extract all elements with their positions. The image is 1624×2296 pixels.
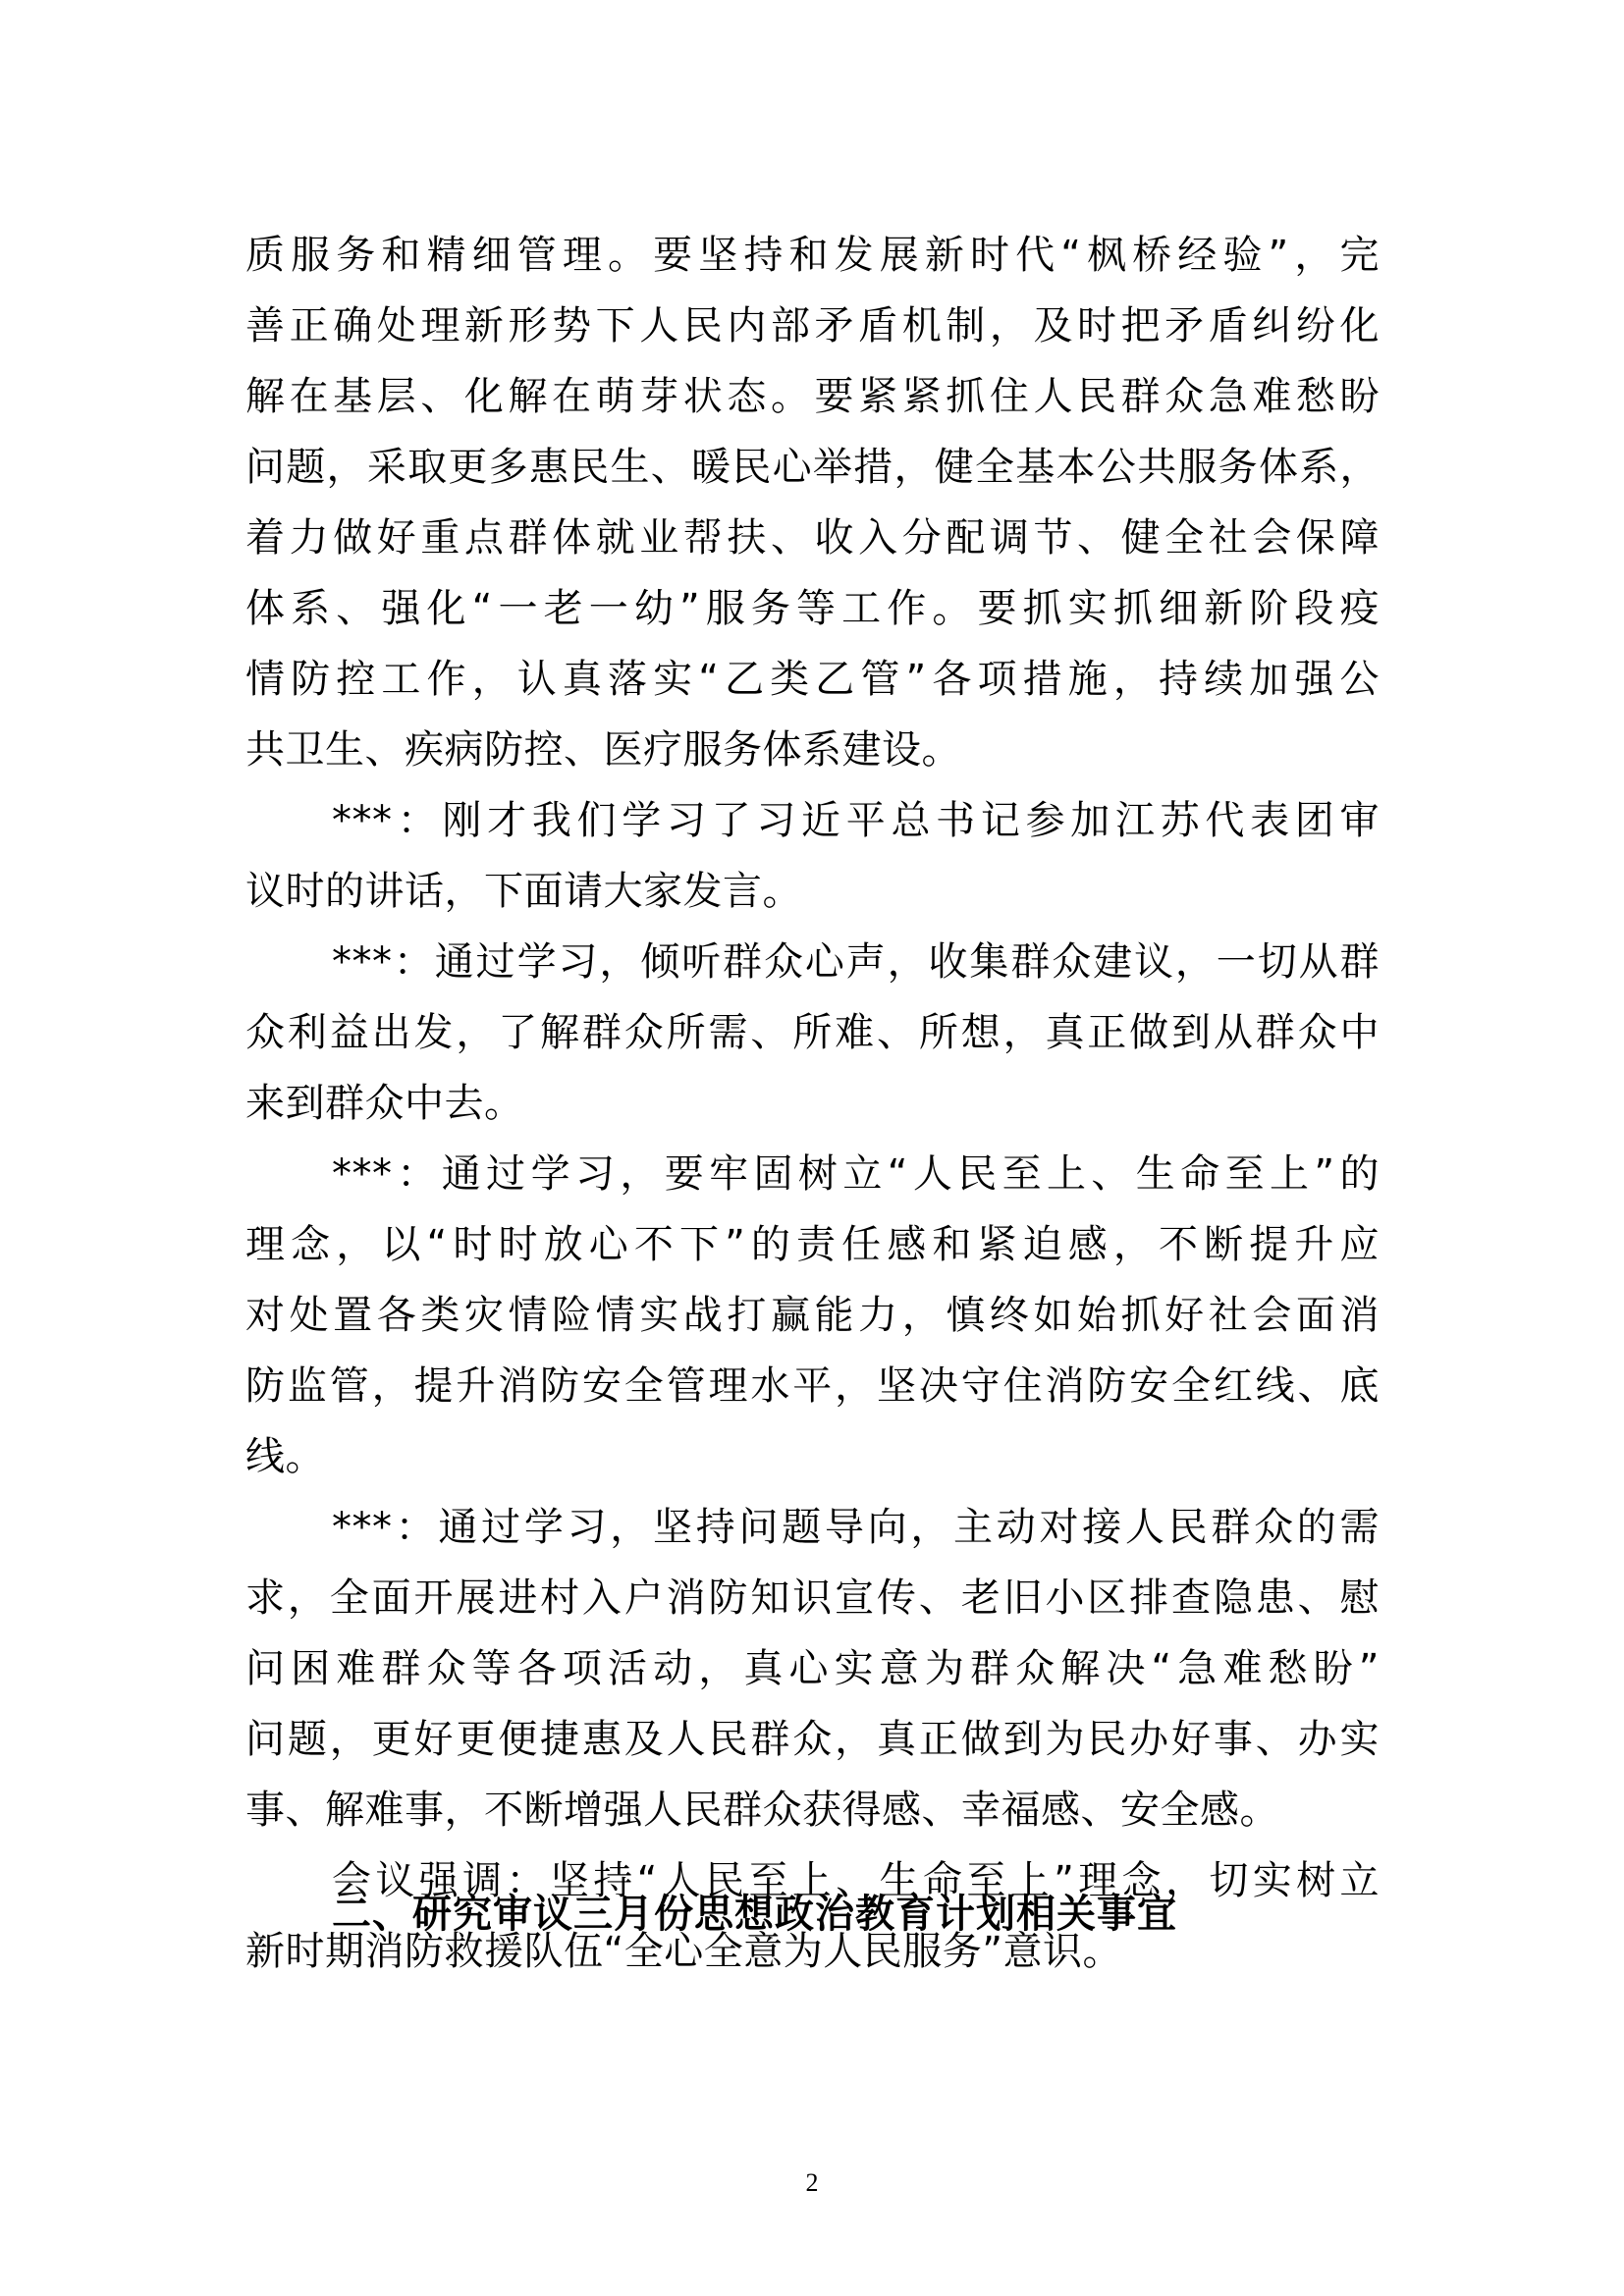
text-line: 对处置各类灾情险情实战打赢能力，慎终如始抓好社会面消: [245, 1293, 1380, 1338]
text-line: 问困难群众等各项活动，真心实意为群众解决“急难愁盼”: [245, 1646, 1380, 1691]
page-number: 2: [805, 2168, 819, 2197]
section-heading: 二、研究审议三月份思想政治教育计划相关事宜: [332, 1892, 1177, 1937]
paragraph-speaker-1: [245, 927, 1384, 1139]
text-line: 共卫生、疾病防控、医疗服务体系建设。: [245, 727, 961, 773]
text-line: 质服务和精细管理。要坚持和发展新时代“枫桥经验”，完: [245, 233, 1380, 278]
text-line: 议时的讲话，下面请大家发言。: [245, 869, 802, 914]
paragraph-speaker-2: [245, 1139, 1384, 1492]
text-line: 新时期消防救援队伍“全心全意为人民服务”意识。: [245, 1929, 1122, 1974]
text-line: 会议强调：坚持“人民至上、生命至上”理念，切实树立: [332, 1858, 1380, 1903]
text-line: 问题，更好更便捷惠及人民群众，真正做到为民办好事、办实: [245, 1717, 1380, 1762]
text-line: ***：通过学习，要牢固树立“人民至上、生命至上”的: [332, 1151, 1380, 1197]
body-text: [245, 220, 1384, 1987]
text-line: ***：通过学习，坚持问题导向，主动对接人民群众的需: [332, 1505, 1380, 1550]
text-line: 线。: [245, 1434, 325, 1479]
text-line: 求，全面开展进村入户消防知识宣传、老旧小区排查隐患、慰: [245, 1575, 1380, 1621]
text-line: 来到群众中去。: [245, 1081, 524, 1126]
paragraph-speaker-3: [245, 1492, 1384, 1845]
text-line: 防监管，提升消防安全管理水平，坚决守住消防安全红线、底: [245, 1363, 1380, 1409]
text-line: 众利益出发，了解群众所需、所难、所想，真正做到从群众中: [245, 1010, 1380, 1055]
text-line: 着力做好重点群体就业帮扶、收入分配调节、健全社会保障: [245, 515, 1380, 561]
text-line: 理念，以“时时放心不下”的责任感和紧迫感，不断提升应: [245, 1222, 1380, 1267]
text-line: 问题，采取更多惠民生、暖民心举措，健全基本公共服务体系，: [245, 445, 1380, 490]
text-line: 解在基层、化解在萌芽状态。要紧紧抓住人民群众急难愁盼: [245, 374, 1380, 419]
text-line: 善正确处理新形势下人民内部矛盾机制，及时把矛盾纠纷化: [245, 303, 1380, 348]
text-line: ***：通过学习，倾听群众心声，收集群众建议，一切从群: [332, 939, 1380, 985]
text-line: 体系、强化“一老一幼”服务等工作。要抓实抓细新阶段疫: [245, 586, 1380, 631]
text-line: ***：刚才我们学习了习近平总书记参加江苏代表团审: [332, 798, 1380, 843]
paragraph-host-remarks: [245, 785, 1384, 927]
text-line: 情防控工作，认真落实“乙类乙管”各项措施，持续加强公: [245, 657, 1380, 702]
text-line: 事、解难事，不断增强人民群众获得感、幸福感、安全感。: [245, 1788, 1279, 1833]
paragraph-policy-continuation: [245, 220, 1384, 785]
